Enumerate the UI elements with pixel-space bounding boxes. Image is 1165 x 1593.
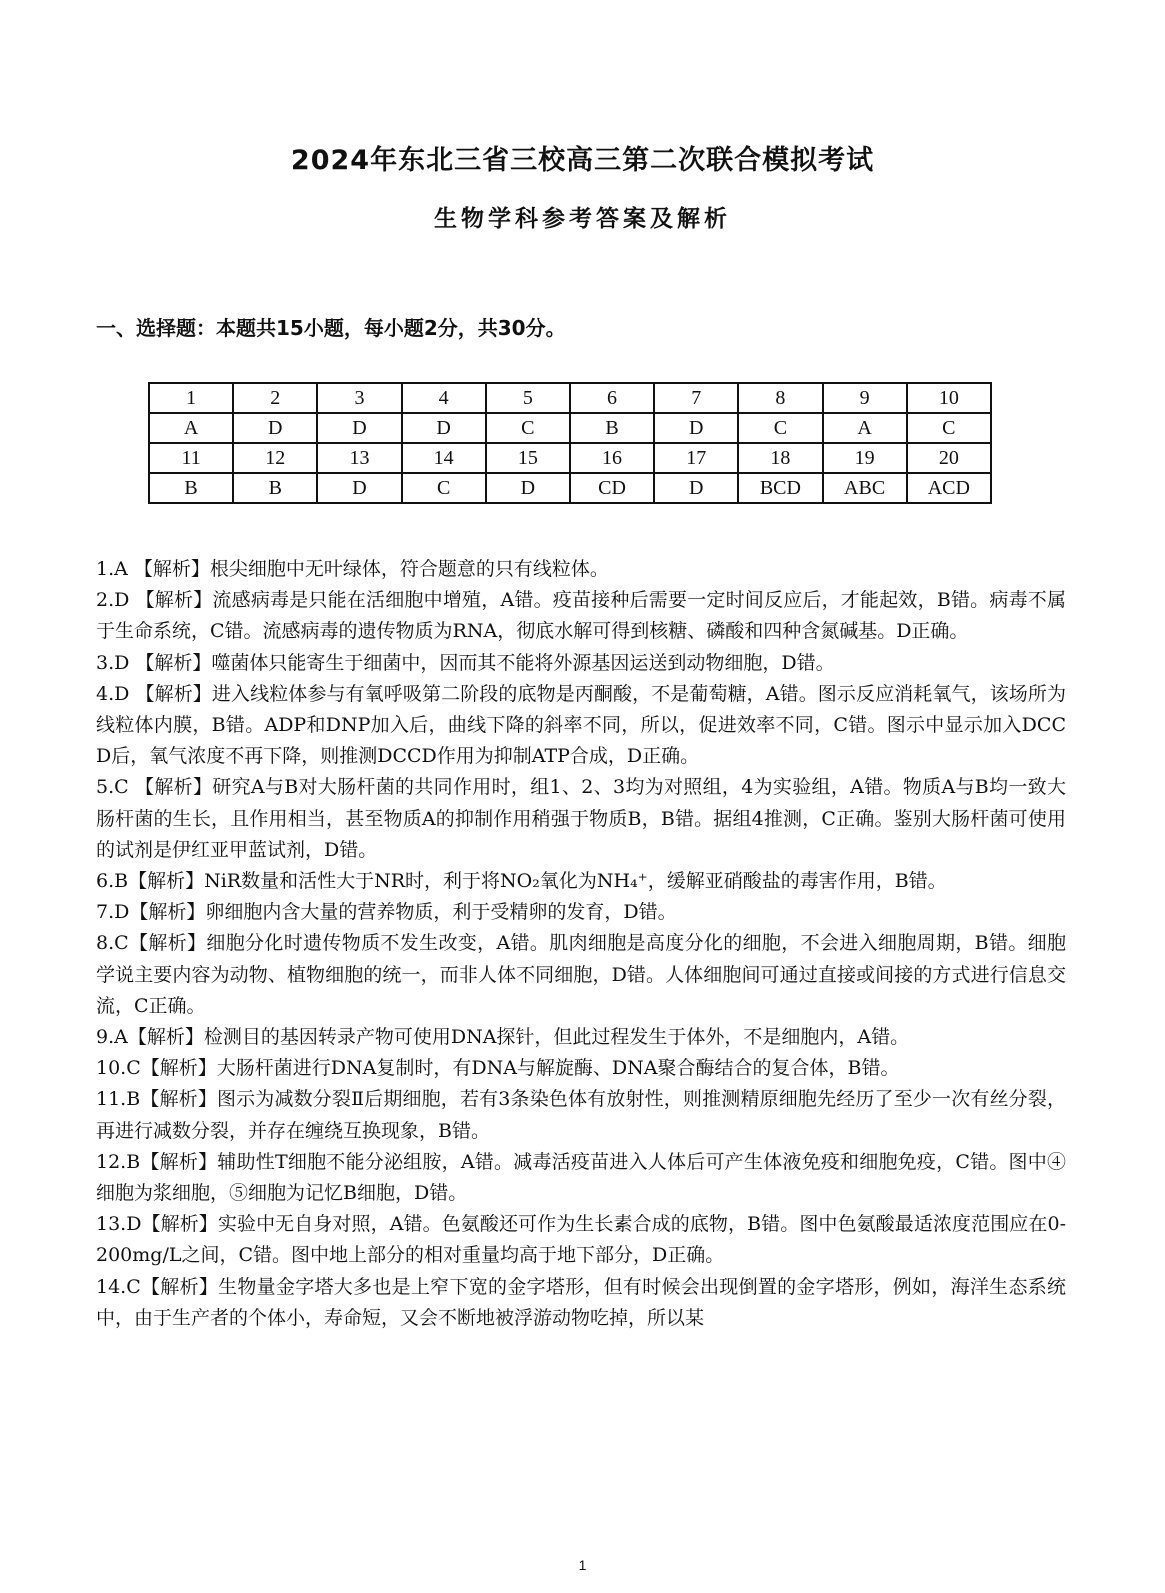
question-number-cell: 3 (317, 383, 401, 413)
explanation-paragraph: 2.D 【解析】流感病毒是只能在活细胞中增殖，A错。疫苗接种后需要一定时间反应后，才能起效，B错。病毒不属于生命系统，C错。流感病毒的遗传物质为RNA，彻底水解可得到核糖、磷酸和四种含氮碱基。D正确。 (96, 589, 1066, 643)
explanation-paragraph: 8.C【解析】细胞分化时遗传物质不发生改变，A错。肌肉细胞是高度分化的细胞，不会进入细胞周期，B错。细胞学说主要内容为动物、植物细胞的统一，而非人体不同细胞，D错。人体细胞间可通过直接或间接的方式进行信息交流，C正确。 (96, 932, 1066, 1017)
answer-cell: B (149, 473, 233, 503)
question-number-cell: 14 (402, 443, 486, 473)
answer-cell: D (402, 413, 486, 443)
explanation-paragraph: 10.C【解析】大肠杆菌进行DNA复制时，有DNA与解旋酶、DNA聚合酶结合的复合体，B错。 (96, 1057, 900, 1080)
explanation-paragraph: 1.A 【解析】根尖细胞中无叶绿体，符合题意的只有线粒体。 (96, 558, 609, 580)
question-number-cell: 5 (486, 383, 570, 413)
question-number-cell: 17 (654, 443, 738, 473)
answer-cell: D (654, 413, 738, 443)
answer-cell: C (402, 473, 486, 503)
question-number-cell: 13 (317, 443, 401, 473)
question-number-cell: 9 (823, 383, 907, 413)
page-number: 1 (578, 1557, 587, 1573)
question-number-cell: 12 (233, 443, 317, 473)
answer-cell: BCD (738, 473, 822, 503)
answer-cell: B (233, 473, 317, 503)
answer-cell: D (654, 473, 738, 503)
answer-cell: ACD (907, 473, 991, 503)
question-number-cell: 1 (149, 383, 233, 413)
document-title: 2024年东北三省三校高三第二次联合模拟考试 (290, 145, 875, 176)
explanation-paragraph: 6.B【解析】NiR数量和活性大于NR时，利于将NO₂氧化为NH₄⁺，缓解亚硝酸盐的毒害作用，B错。 (96, 870, 947, 893)
answer-row (149, 413, 991, 443)
answer-cell: A (149, 413, 233, 443)
answer-cell: A (823, 413, 907, 443)
answer-cell: D (486, 473, 570, 503)
answer-cell: D (317, 473, 401, 503)
question-number-cell: 15 (486, 443, 570, 473)
answer-cell: C (738, 413, 822, 443)
answer-table (148, 382, 992, 504)
question-number-cell: 7 (654, 383, 738, 413)
question-number-cell: 8 (738, 383, 822, 413)
question-number-cell: 18 (738, 443, 822, 473)
explanation-paragraph: 14.C【解析】生物量金字塔大多也是上窄下宽的金字塔形，但有时候会出现倒置的金字塔形，例如，海洋生态系统中，由于生产者的个体小，寿命短，又会不断地被浮游动物吃掉，所以某 (96, 1275, 1066, 1329)
question-number-cell: 2 (233, 383, 317, 413)
answer-cell: C (907, 413, 991, 443)
question-number-cell: 19 (823, 443, 907, 473)
question-number-cell: 11 (149, 443, 233, 473)
explanation-paragraph: 7.D【解析】卵细胞内含大量的营养物质，利于受精卵的发育，D错。 (96, 901, 677, 924)
answer-cell: C (486, 413, 570, 443)
question-number-cell: 10 (907, 383, 991, 413)
explanation-paragraph: 11.B【解析】图示为减数分裂Ⅱ后期细胞，若有3条染色体有放射性，则推测精原细胞先经历了至少一次有丝分裂，再进行减数分裂，并存在缠绕互换现象，B错。 (96, 1088, 1066, 1142)
answer-cell: D (317, 413, 401, 443)
explanation-paragraph: 9.A【解析】检测目的基因转录产物可使用DNA探针，但此过程发生于体外，不是细胞内，A错。 (96, 1026, 910, 1049)
section-heading: 一、选择题：本题共15小题，每小题2分，共30分。 (96, 316, 566, 340)
question-number-cell: 20 (907, 443, 991, 473)
question-number-row (149, 443, 991, 473)
explanation-paragraph: 13.D【解析】实验中无自身对照，A错。色氨酸还可作为生长素合成的底物，B错。图中色氨酸最适浓度范围应在0-200mg/L之间，C错。图中地上部分的相对重量均高于地下部分，D正确。 (96, 1213, 1066, 1267)
question-number-row (149, 383, 991, 413)
explanation-paragraph: 12.B【解析】辅助性T细胞不能分泌组胺，A错。减毒活疫苗进入人体后可产生体液免疫和细胞免疫，C错。图中④细胞为浆细胞，⑤细胞为记忆B细胞，D错。 (96, 1150, 1066, 1205)
answer-cell: D (233, 413, 317, 443)
question-number-cell: 6 (570, 383, 654, 413)
answer-cell: ABC (823, 473, 907, 503)
question-number-cell: 4 (402, 383, 486, 413)
explanation-paragraph: 4.D 【解析】进入线粒体参与有氧呼吸第二阶段的底物是丙酮酸，不是葡萄糖，A错。图示反应消耗氧气，该场所为线粒体内膜，B错。ADP和DNP加入后，曲线下降的斜率不同，所以，促进效率不同，C错。图示中显示加入DCCD后，氧气浓度不再下降，则推测DCCD作用为抑制ATP合成，D正确。 (96, 682, 1066, 768)
answer-row (149, 473, 991, 503)
explanation-paragraph: 5.C 【解析】研究A与B对大肠杆菌的共同作用时，组1、2、3均为对照组，4为实验组，A错。物质A与B均一致大肠杆菌的生长，且作用相当，甚至物质A的抑制作用稍强于物质B，B错。据组4推测，C正确。鉴别大肠杆菌可使用的试剂是伊红亚甲蓝试剂，D错。 (96, 776, 1066, 861)
explanations (96, 554, 1066, 1334)
answer-cell: B (570, 413, 654, 443)
document-subtitle: 生物学科参考答案及解析 (434, 206, 731, 232)
question-number-cell: 16 (570, 443, 654, 473)
explanation-paragraph: 3.D 【解析】噬菌体只能寄生于细菌中，因而其不能将外源基因运送到动物细胞，D错。 (96, 651, 835, 674)
answer-cell: CD (570, 473, 654, 503)
